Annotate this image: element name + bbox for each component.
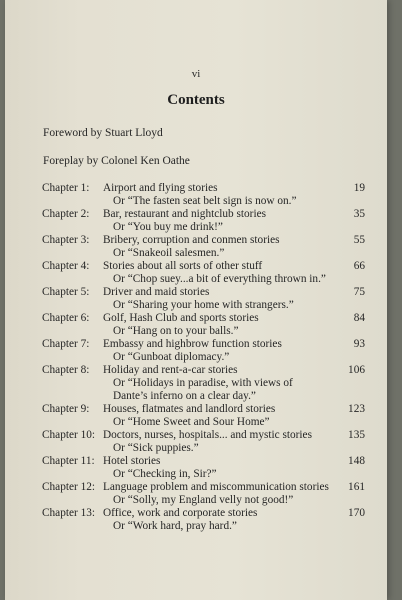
chapter-page: 35: [353, 208, 365, 220]
chapter-subtitle: Or “Holidays in paradise, with views of: [113, 377, 293, 389]
foreword-entry: Foreword by Stuart Lloyd: [43, 127, 163, 139]
chapter-label: Chapter 13:: [42, 507, 96, 519]
chapter-row: [5, 364, 387, 403]
chapter-subtitle: Or “Sick puppies.”: [113, 442, 199, 454]
chapter-page: 19: [353, 182, 365, 194]
chapter-page: 106: [348, 364, 365, 376]
chapter-row: [5, 481, 387, 507]
chapter-title: Airport and flying stories: [103, 182, 218, 194]
chapter-page: 75: [353, 286, 365, 298]
chapter-page: 84: [353, 312, 365, 324]
chapter-row: [5, 234, 387, 260]
chapter-title: Golf, Hash Club and sports stories: [103, 312, 259, 324]
chapter-subtitle: Or “Work hard, pray hard.”: [113, 520, 237, 532]
chapter-title: Stories about all sorts of other stuff: [103, 260, 263, 272]
chapter-page: 135: [348, 429, 365, 441]
chapter-label: Chapter 3:: [42, 234, 90, 246]
chapter-subtitle: Or “Chop suey...a bit of everything thrown in.”: [113, 273, 326, 285]
chapter-label: Chapter 10:: [42, 429, 96, 441]
chapter-label: Chapter 7:: [42, 338, 90, 350]
chapter-page: 170: [348, 507, 365, 519]
chapter-title: Bribery, corruption and conmen stories: [103, 234, 280, 246]
chapter-label: Chapter 1:: [42, 182, 90, 194]
chapter-row: [5, 338, 387, 364]
chapter-subtitle: Or “Snakeoil salesmen.”: [113, 247, 225, 259]
chapter-title: Hotel stories: [103, 455, 161, 467]
chapter-title: Doctors, nurses, hospitals... and mystic stories: [103, 429, 312, 441]
chapter-subtitle: Or “The fasten seat belt sign is now on.”: [113, 195, 297, 207]
chapter-label: Chapter 12:: [42, 481, 96, 493]
chapter-row: [5, 260, 387, 286]
chapter-row: [5, 286, 387, 312]
chapter-subtitle: Or “Home Sweet and Sour Home”: [113, 416, 270, 428]
chapter-label: Chapter 9:: [42, 403, 90, 415]
contents-title: Contents: [167, 92, 225, 108]
chapter-subtitle: Or “Gunboat diplomacy.”: [113, 351, 230, 363]
page-number: vi: [191, 68, 201, 80]
chapter-label: Chapter 2:: [42, 208, 90, 220]
chapter-subtitle: Or “Hang on to your balls.”: [113, 325, 239, 337]
chapter-label: Chapter 11:: [42, 455, 95, 467]
chapter-page: 148: [348, 455, 365, 467]
chapter-row: [5, 403, 387, 429]
chapter-page: 55: [353, 234, 365, 246]
chapter-label: Chapter 5:: [42, 286, 90, 298]
chapter-title: Embassy and highbrow function stories: [103, 338, 282, 350]
chapter-subtitle-continued: Dante’s inferno on a clear day.”: [113, 390, 256, 402]
chapter-page: 66: [353, 260, 365, 272]
chapter-row: [5, 429, 387, 455]
chapter-label: Chapter 6:: [42, 312, 90, 324]
chapter-subtitle: Or “Solly, my England velly not good!”: [113, 494, 294, 506]
chapter-title: Holiday and rent-a-car stories: [103, 364, 238, 376]
chapter-title: Language problem and miscommunication stories: [103, 481, 329, 493]
chapter-title: Bar, restaurant and nightclub stories: [103, 208, 266, 220]
chapter-label: Chapter 8:: [42, 364, 90, 376]
chapter-list: [5, 182, 387, 533]
chapter-page: 93: [353, 338, 365, 350]
chapter-row: [5, 455, 387, 481]
chapter-page: 123: [348, 403, 365, 415]
chapter-row: [5, 312, 387, 338]
chapter-title: Driver and maid stories: [103, 286, 210, 298]
chapter-row: [5, 507, 387, 533]
chapter-title: Houses, flatmates and landlord stories: [103, 403, 276, 415]
foreplay-entry: Foreplay by Colonel Ken Oathe: [43, 155, 190, 167]
chapter-row: [5, 182, 387, 208]
chapter-label: Chapter 4:: [42, 260, 90, 272]
chapter-subtitle: Or “Sharing your home with strangers.”: [113, 299, 294, 311]
chapter-page: 161: [348, 481, 365, 493]
chapter-row: [5, 208, 387, 234]
chapter-subtitle: Or “Checking in, Sir?”: [113, 468, 217, 480]
book-page: [5, 0, 387, 600]
chapter-subtitle: Or “You buy me drink!”: [113, 221, 223, 233]
chapter-title: Office, work and corporate stories: [103, 507, 258, 519]
